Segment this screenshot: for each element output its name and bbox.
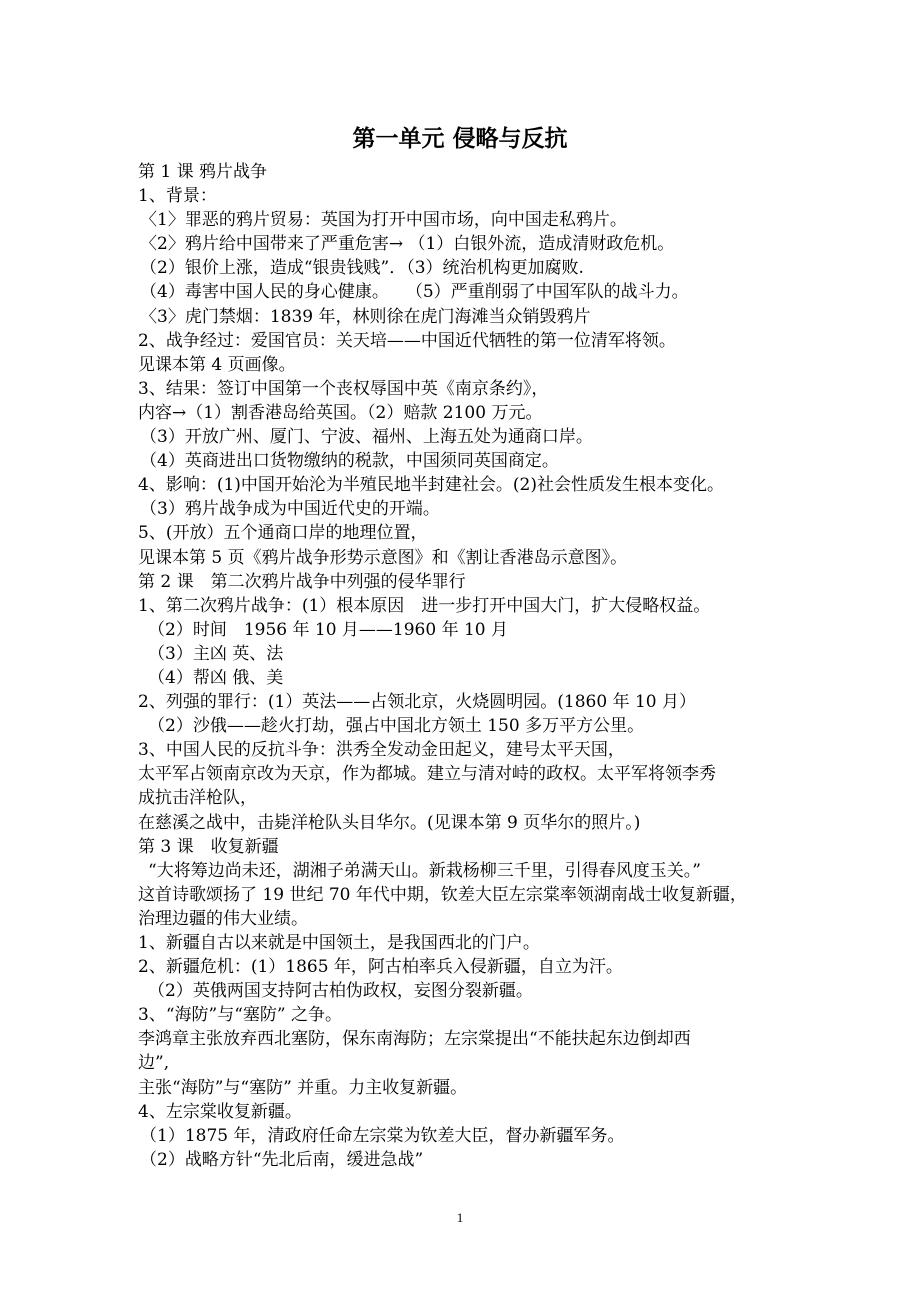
text-line: （2）英俄两国支持阿古柏伪政权，妄图分裂新疆。 [148, 981, 533, 1002]
text-line: 3、结果：签订中国第一个丧权辱国中英《南京条约》， [138, 378, 549, 399]
text-line: （1）1875 年，清政府任命左宗棠为钦差大臣，督办新疆军务。 [140, 1125, 625, 1146]
text-line: 1、第二次鸦片战争：(1）根本原因 进一步打开中国大门，扩大侵略权益。 [138, 595, 711, 616]
text-line: （3）主凶 英、法 [148, 643, 284, 664]
text-line: 第 1 课 鸦片战争 [138, 162, 268, 182]
text-line: （4）帮凶 俄、美 [148, 667, 284, 688]
text-line: （4）英商进出口货物缴纳的税款，中国须同英国商定。 [140, 451, 559, 472]
text-line: 治理边疆的伟大业绩。 [138, 908, 308, 929]
document-body [138, 160, 798, 1172]
text-line: 这首诗歌颂扬了 19 世纪 70 年代中期，钦差大臣左宗棠率领湖南战士收复新疆， [138, 884, 747, 905]
text-line: 第 3 课 收复新疆 [138, 836, 279, 857]
text-line: 1、新疆自古以来就是中国领土，是我国西北的门户。 [138, 933, 540, 953]
text-line: 主张“海防”与“塞防” 并重。力主收复新疆。 [138, 1077, 468, 1098]
text-line: 太平军占领南京改为天京，作为都城。建立与清对峙的政权。太平军将领李秀 [138, 764, 716, 785]
text-line: 3、“海防”与“塞防” 之争。 [138, 1005, 342, 1026]
page-number: 1 [456, 1210, 464, 1225]
text-line: （2）时间 1956 年 10 月——1960 年 10 月 [148, 619, 509, 640]
text-line: 边”, [138, 1053, 170, 1074]
text-line: （3）鸦片战争成为中国近代史的开端。 [140, 499, 440, 520]
text-line: 〈1〉罪恶的鸦片贸易：英国为打开中国市场，向中国走私鸦片。 [140, 210, 627, 231]
text-line: 在慈溪之战中，击毙洋枪队头目华尔。(见课本第 9 页华尔的照片。) [138, 812, 641, 833]
text-line: 〈2〉鸦片给中国带来了严重危害→ （1）白银外流，造成清财政危机。 [140, 234, 675, 255]
text-line: 成抗击洋枪队， [138, 788, 257, 809]
text-line: （2）沙俄——趁火打劫，强占中国北方领土 150 多万平方公里。 [148, 716, 645, 737]
text-line: （2）战略方针“先北后南，缓进急战” [140, 1149, 424, 1170]
text-line: 见课本第 5 页《鸦片战争形势示意图》和《割让香港岛示意图》。 [138, 547, 628, 568]
text-line: （2）银价上涨，造成“银贵钱贱”．（3）统治机构更加腐败. [140, 258, 584, 279]
text-line: 李鸿章主张放弃西北塞防，保东南海防；左宗棠提出“不能扶起东边倒却西 [138, 1029, 691, 1050]
text-line: 1、背景： [138, 186, 217, 207]
text-line: 2、战争经过：爱国官员：关天培——中国近代牺牲的第一位清军将领。 [138, 330, 676, 351]
page-title: 第一单元 侵略与反抗 [352, 126, 568, 152]
text-line: 2、列强的罪行：(1）英法——占领北京，火烧圆明园。(1860 年 10 月） [138, 692, 697, 713]
text-line: 4、影响：(1)中国开始沦为半殖民地半封建社会。(2)社会性质发生根本变化。 [138, 475, 724, 496]
text-line: 3、中国人民的反抗斗争：洪秀全发动金田起义，建号太平天国， [138, 740, 625, 761]
text-line: 〈3〉虎门禁烟：1839 年，林则徐在虎门海滩当众销毁鸦片 [140, 306, 591, 327]
text-line: （3）开放广州、厦门、宁波、福州、上海五处为通商口岸。 [140, 427, 593, 448]
text-line: 4、左宗棠收复新疆。 [138, 1101, 302, 1122]
text-line: 内容→（1）割香港岛给英国。（2）赔款 2100 万元。 [138, 402, 543, 423]
text-line: （4）毒害中国人民的身心健康。 （5）严重削弱了中国军队的战斗力。 [140, 282, 689, 303]
text-line: 2、新疆危机：(1）1865 年，阿古柏率兵入侵新疆，自立为汗。 [138, 957, 623, 978]
text-line: 5、(开放）五个通商口岸的地理位置， [138, 523, 428, 544]
text-line: 见课本第 4 页画像。 [138, 354, 296, 375]
text-line: “大将筹边尚未还，湖湘子弟满天山。新栽杨柳三千里，引得春风度玉关。” [148, 860, 701, 881]
text-line: 第 2 课 第二次鸦片战争中列强的侵华罪行 [138, 571, 466, 592]
